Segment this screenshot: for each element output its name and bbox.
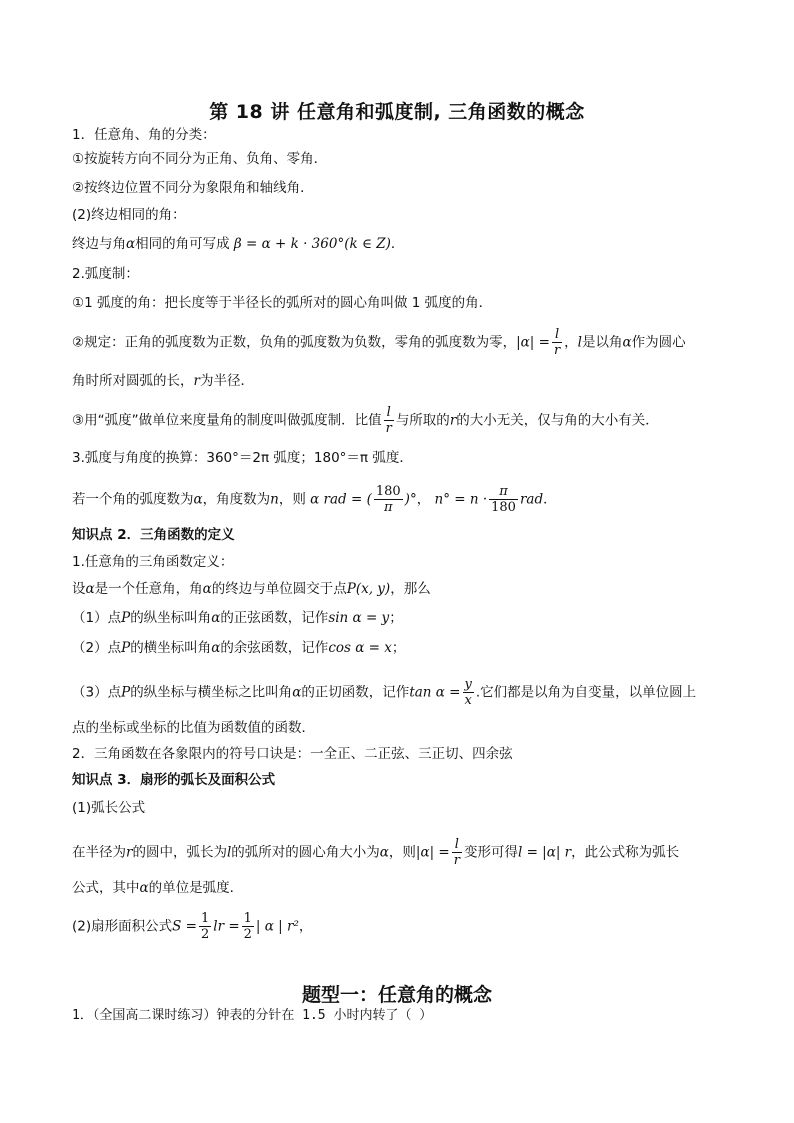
line-sine: （1）点P的纵坐标叫角α的正弦函数，记作sin α = y； — [72, 610, 403, 626]
fraction-y-over-x: $\frac{y}{x}$ — [464, 677, 472, 708]
line-rotation-direction: ①按旋转方向不同分为正角、负角、零角． — [72, 151, 328, 167]
fraction-l-over-r: $\frac{l}{r}$ — [553, 327, 561, 358]
line-coterminal-heading: (2)终边相同的角： — [72, 207, 186, 223]
line-sign-rule: 2．三角函数在各象限内的符号口诀是：一全正、二正弦、三正切、四余弦 — [72, 746, 513, 762]
radian-heading: 2.弧度制： — [72, 266, 139, 282]
question-1: 1．（全国高二课时练习）钟表的分针在 1.5 小时内转了（ ） — [72, 1008, 433, 1023]
knowledge-point-3-heading: 知识点 3．扇形的弧长及面积公式 — [72, 772, 276, 788]
line-radian-rule: ②规定：正角的弧度数为正数，负角的弧度数为负数，零角的弧度数为零，|α| = $\frac{l}{r}$ ，l是以角α作为圆心 — [72, 327, 686, 358]
line-function-values: 点的坐标或坐标的比值为函数值的函数． — [72, 720, 315, 736]
fraction-one-half-2: $\frac{1}{2}$ — [243, 911, 252, 942]
line-angle-classification: 1．任意角、角的分类： — [72, 127, 216, 143]
line-coterminal-formula: 终边与角α相同的角可写成 β = α + k · 360°(k ∈ Z)． — [72, 236, 405, 252]
section-heading-type-one: 题型一：任意角的概念 — [301, 984, 492, 1006]
fraction-180-over-pi: $\frac{180}{\pi}$ — [375, 484, 401, 515]
fraction-pi-over-180: $\frac{\pi}{180}$ — [491, 484, 516, 515]
line-arc-formula-heading: (1)弧长公式 — [72, 800, 146, 816]
line-sector-area: (2)扇形面积公式S = $\frac{1}{2}$ lr = $\frac{1}{2}$ | α | r²， — [72, 911, 313, 942]
page-title: 第 18 讲 任意角和弧度制, 三角函数的概念 — [209, 101, 585, 123]
line-arc-unit: 公式，其中α的单位是弧度． — [72, 880, 244, 896]
coterminal-formula: β = α + k · 360°(k ∈ Z) — [233, 236, 391, 252]
line-conversion: 3.弧度与角度的换算：360°＝2π 弧度；180°＝π 弧度． — [72, 450, 413, 466]
line-arc-length: 角时所对圆弧的长，r为半径． — [72, 373, 254, 389]
line-one-radian: ①1 弧度的角：把长度等于半径长的弧所对的圆心角叫做 1 弧度的角． — [72, 295, 493, 311]
line-conversion-formula: 若一个角的弧度数为α，角度数为n，则 α rad = ( $\frac{180}{\pi}$ )°， n° = n · $\frac{\pi}{180}$ rad． — [72, 484, 557, 515]
line-ratio: ③用“弧度”做单位来度量角的制度叫做弧度制．比值 $\frac{l}{r}$ 与所取的r的大小无关，仅与角的大小有关． — [72, 405, 659, 436]
fraction-l-over-r-2: $\frac{l}{r}$ — [385, 405, 392, 436]
line-arc-formula: 在半径为r的圆中，弧长为l的弧所对的圆心角大小为α，则|α| = $\frac{l}{r}$ 变形可得l = |α| r，此公式称为弧长 — [72, 837, 680, 868]
knowledge-point-2-heading: 知识点 2．三角函数的定义 — [72, 527, 235, 543]
fraction-one-half: $\frac{1}{2}$ — [200, 911, 210, 942]
line-tangent: （3）点P的纵坐标与横坐标之比叫角α的正切函数，记作tan α = $\frac{y}{x}$ .它们都是以角为自变量，以单位圆上 — [72, 677, 697, 708]
line-unit-circle: 设α是一个任意角，角α的终边与单位圆交于点P(x, y)，那么 — [72, 581, 431, 597]
fraction-l-over-r-3: $\frac{l}{r}$ — [453, 837, 460, 868]
line-trig-definition: 1.任意角的三角函数定义： — [72, 554, 234, 570]
line-cosine: （2）点P的横坐标叫角α的余弦函数，记作cos α = x； — [72, 640, 406, 656]
line-terminal-side: ②按终边位置不同分为象限角和轴线角． — [72, 180, 314, 196]
